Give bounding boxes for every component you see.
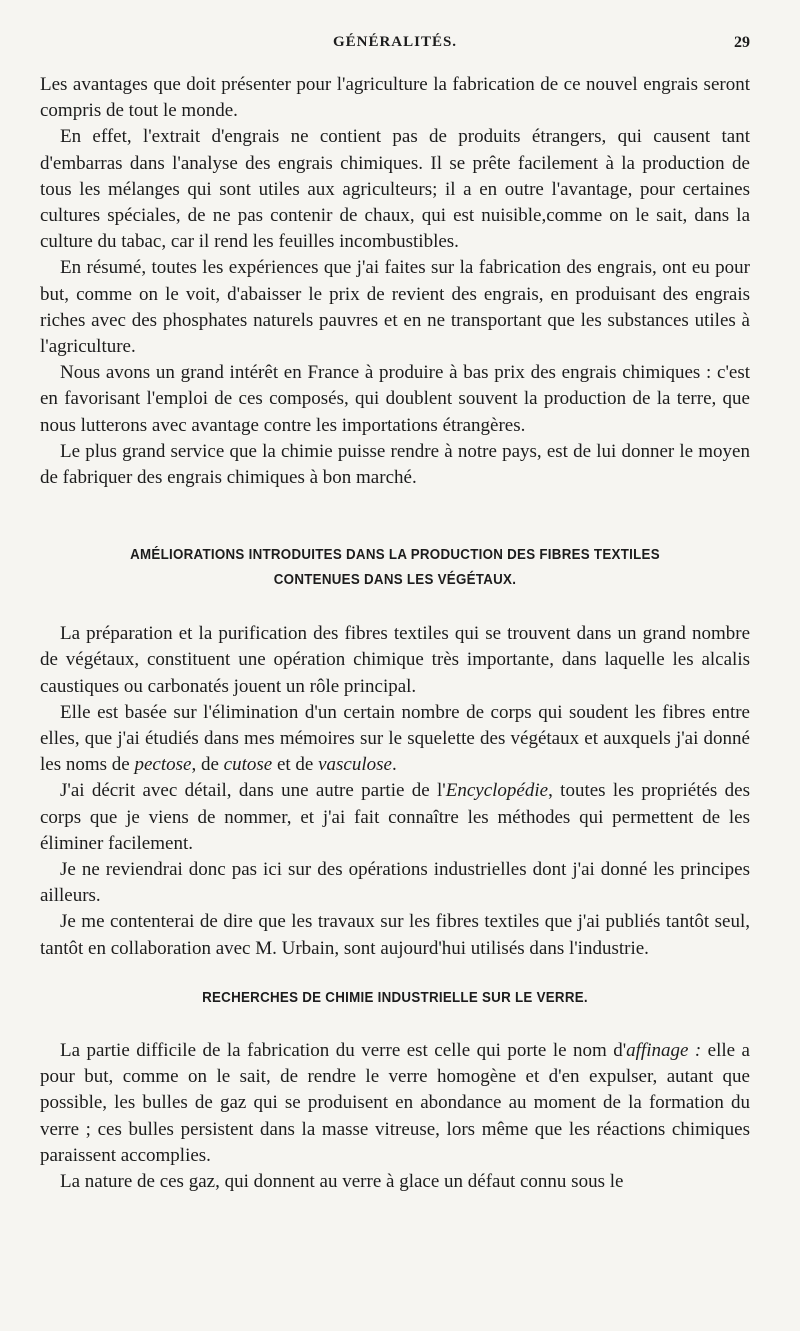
page-number: 29 [734,34,750,51]
running-head [40,34,750,56]
heading-line: AMÉLIORATIONS INTRODUITES DANS LA PRODUCTION DES FIBRES TEXTILES [130,547,660,564]
section-engrais [40,72,750,491]
term-encyclopedie: Encyclopédie [445,780,549,802]
heading-line: CONTENUES DANS LES VÉGÉTAUX. [273,572,517,589]
text-run: et de [272,754,319,776]
term-pectose: pectose [134,754,192,776]
term-affinage: affinage : [626,1039,702,1061]
text-run: J'ai décrit avec détail, dans une autre partie de l' [60,780,446,802]
text-run: , de [191,754,224,776]
running-title: GÉNÉRALITÉS. [332,34,458,50]
heading-line: RECHERCHES DE CHIMIE INDUSTRIELLE SUR LE VERRE. [202,989,588,1006]
paragraph: La préparation et la purification des fibres textiles qui se trouvent dans un grand nombre de végétaux, constituent une opération chimique très importante, dans laquelle les alcalis caustiques ou carbonatés jouent un rôle principal. [40,623,750,697]
paragraph: Les avantages que doit présenter pour l'agriculture la fabrication de ce nouvel engrais seront compris de tout le monde. [40,74,750,122]
text-run: , toutes les propriétés des corps que je viens de nommer, et j'ai fait connaître les méthodes qui permettent de les éliminer facilement. [40,780,750,854]
paragraph [40,778,750,857]
text-run: La partie difficile de la fabrication du verre est celle qui porte le nom d' [60,1039,627,1061]
section-heading-verre [68,986,721,1011]
text-run: . [391,754,397,776]
paragraph [40,1038,750,1169]
paragraph: En résumé, toutes les expériences que j'ai faites sur la fabrication des engrais, ont eu pour but, comme on le voit, d'abaisser le prix de revient des engrais, en produisant des engrais riches avec des phosphates naturels pauvres et en ne transportant que les substances utiles à l'agriculture. [40,257,750,358]
term-vasculose: vasculose [318,754,392,776]
section-verre [40,1038,750,1195]
text-run: elle a pour but, comme on le sait, de rendre le verre homogène et d'en expulser, autant que possible, les bulles de gaz qui se produisent en abondance au moment de la formation du verre ; ces bulles persistent dans la masse vitreuse, lors même que les réactions chimiques paraissent accomplies. [40,1039,750,1166]
paragraph: La nature de ces gaz, qui donnent au verre à glace un défaut connu sous le [60,1170,624,1192]
paragraph: Le plus grand service que la chimie puisse rendre à notre pays, est de lui donner le moyen de fabriquer des engrais chimiques à bon marché. [40,440,750,489]
text-run: Elle est basée sur l'élimination d'un certain nombre de corps qui soudent les fibres entre elles, que j'ai étudiés dans mes mémoires sur le squelette des végétaux et auxquels j'ai donné les noms de [40,701,750,776]
paragraph: Nous avons un grand intérêt en France à produire à bas prix des engrais chimiques : c'est en favorisant l'emploi de ces composés, qui doublent souvent la production de la terre, que nous lutterons avec avantage contre les importations étrangères. [40,362,750,436]
paragraph: Je ne reviendrai donc pas ici sur des opérations industrielles dont j'ai donné les principes ailleurs. [40,859,750,907]
term-cutose: cutose [223,754,273,776]
paragraph: Je me contenterai de dire que les travaux sur les fibres textiles que j'ai publiés tantôt seul, tantôt en collaboration avec M. Urbain, sont aujourd'hui utilisés dans l'industrie. [40,911,750,959]
section-fibres [40,621,750,962]
paragraph: En effet, l'extrait d'engrais ne contient pas de produits étrangers, qui causent tant d'embarras dans l'analyse des engrais chimiques. Il se prête facilement à la production de tous les mélanges qui sont utiles aux agriculteurs; il a en outre l'avantage, pour certaines cultures spéciales, de ne pas contenir de chaux, qui est nuisible,comme on le sait, dans la culture du tabac, car il rend les feuilles incombustibles. [40,126,750,253]
section-heading-fibres [68,543,721,593]
paragraph [40,700,750,779]
